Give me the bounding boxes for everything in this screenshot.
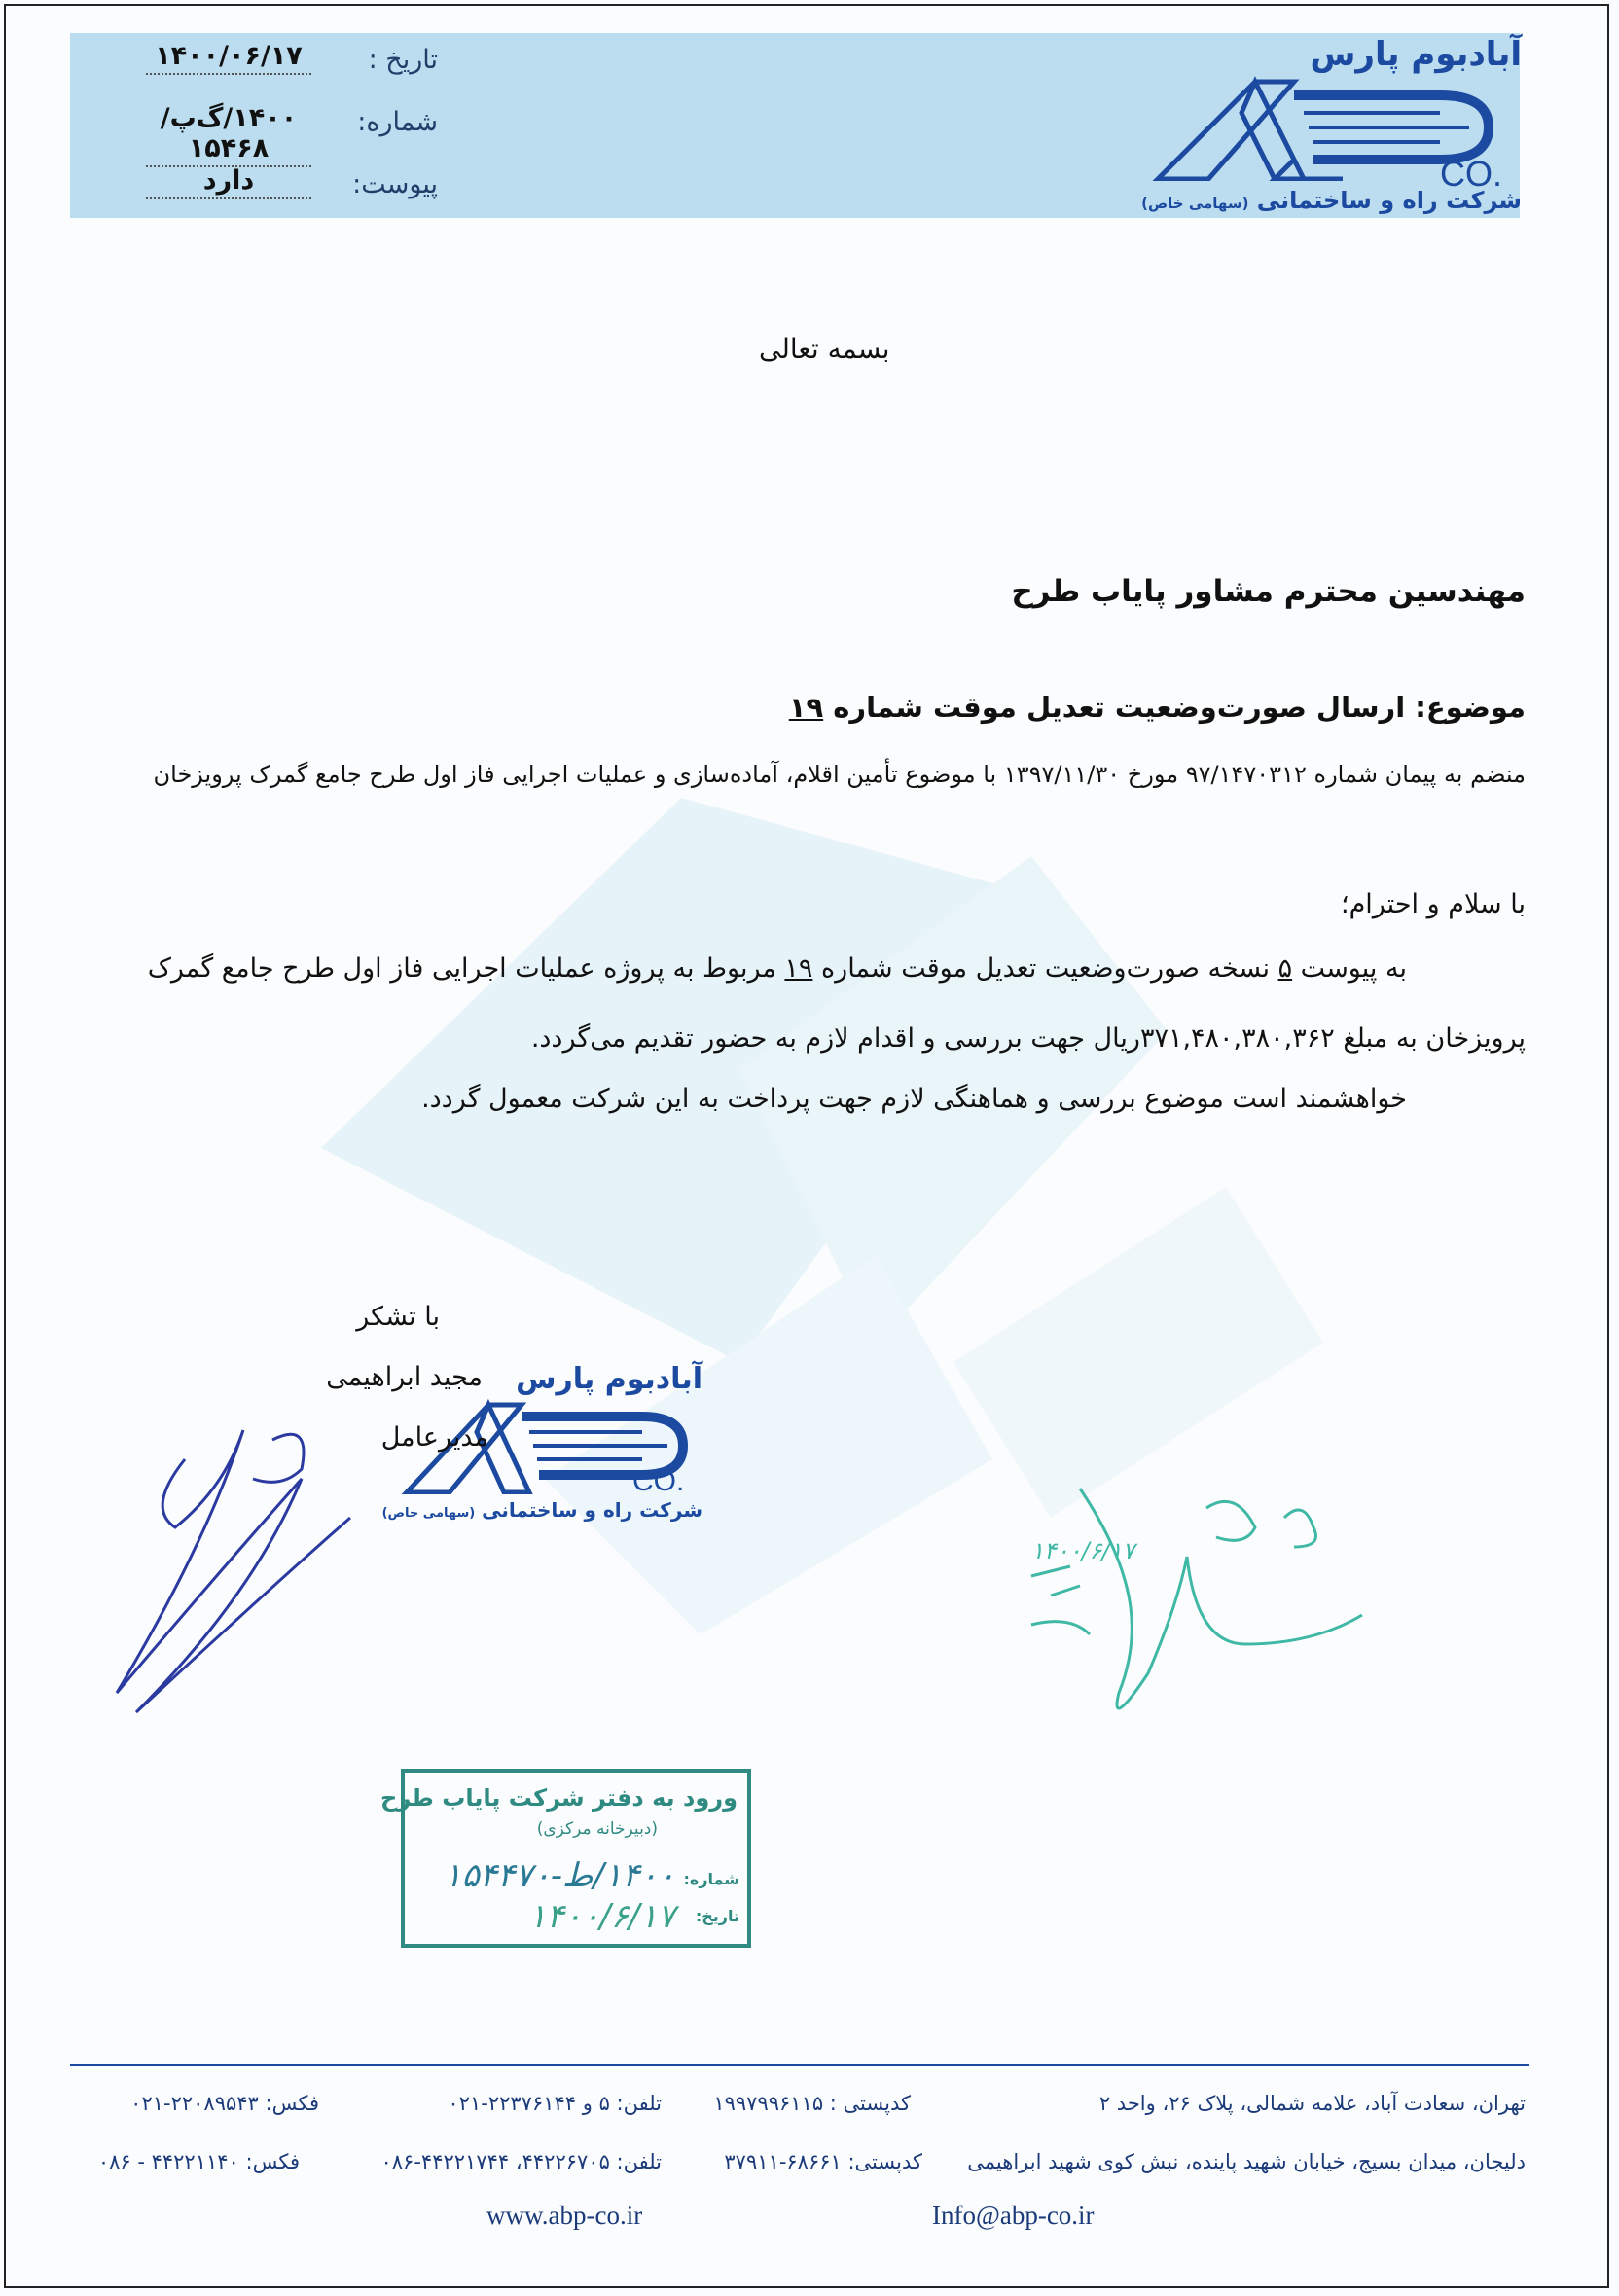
delijan-postal: کدپستی: ۶۸۶۶۱-۳۷۹۱۱ <box>724 2150 922 2173</box>
website-link[interactable]: www.abp-co.ir <box>486 2201 643 2230</box>
stamp-number-label: شماره: <box>683 1870 739 1888</box>
seal-co: CO. <box>632 1465 685 1497</box>
bismillah: بسمه تعالی <box>759 333 890 365</box>
stamp-subtitle: (دبیرخانه مرکزی) <box>536 1819 658 1839</box>
subject-number: ۱۹ <box>788 691 824 724</box>
stamp-date-label: تاریخ: <box>695 1907 739 1925</box>
recipient: مهندسین محترم مشاور پایاب طرح <box>1011 574 1526 609</box>
handwritten-note: ۱۴۰۰/۶/۱۷ <box>1031 1537 1135 1564</box>
stamp-number-value: ۱۴۰۰/ط-۱۵۴۴۷۰ <box>444 1856 675 1895</box>
stamp-title: ورود به دفتر شرکت پایاب طرح <box>380 1784 738 1812</box>
delijan-phone: تلفن: ۴۴۲۲۶۷۰۵، ۴۴۲۲۱۷۴۴-۰۸۶ <box>380 2150 662 2173</box>
date-label: تاریخ : <box>368 45 438 75</box>
reference-line: منضم به پیمان شماره ۹۷/۱۴۷۰۳۱۲ مورخ ۱۳۹۷/۱۱/۳۰ با موضوع تأمین اقلام، آماده‌سازی و عملیات اجرایی فاز اول طرح جامع گمرک پرویزخان <box>153 761 1526 788</box>
date-value: ۱۴۰۰/۰۶/۱۷ <box>146 41 311 75</box>
number-value: ۱۴۰۰/گ‌پ/۱۵۴۶۸ <box>146 103 311 167</box>
seal-company-name: آبادبوم پارس <box>516 1362 702 1396</box>
tehran-postal: کدپستی : ۱۹۹۷۹۹۶۱۱۵ <box>713 2092 911 2115</box>
delijan-fax: فکس: ۴۴۲۲۱۱۴۰ - ۰۸۶ <box>97 2150 300 2173</box>
signer-position: مدیرعامل <box>380 1422 488 1453</box>
seal-subtitle: شرکت راه و ساختمانی (سهامی خاص) <box>381 1498 702 1522</box>
stamp-date-value: ۱۴۰۰/۶/۱۷ <box>528 1897 675 1936</box>
logo-co: CO. <box>1440 154 1503 194</box>
attachment-value: دارد <box>146 165 311 199</box>
logo-subtitle: شرکت راه و ساختمانی (سهامی خاص) <box>1141 187 1522 214</box>
number-label: شماره: <box>357 107 438 137</box>
page-border <box>4 4 1609 2288</box>
body-paragraph-3: خواهشمند است موضوع بررسی و هماهنگی لازم جهت پرداخت به این شرکت معمول گردد. <box>421 1084 1407 1114</box>
greeting: با سلام و احترام؛ <box>1340 889 1526 919</box>
attachment-label: پیوست: <box>352 169 438 199</box>
email-link[interactable]: Info@abp-co.ir <box>932 2201 1095 2230</box>
subject: موضوع: ارسال صورت‌وضعیت تعدیل موقت شماره ۱۹ <box>788 691 1526 724</box>
logo-company-name: آبادبوم پارس <box>1310 35 1522 74</box>
signer-name: مجید ابراهیمی <box>326 1362 483 1392</box>
tehran-address: تهران، سعادت آباد، علامه شمالی، پلاک ۲۶، واحد ۲ <box>1098 2092 1526 2115</box>
body-paragraph-1: به پیوست ۵ نسخه صورت‌وضعیت تعدیل موقت شماره ۱۹ مربوط به پروژه عملیات اجرایی فاز اول طرح جامع گمرک <box>147 953 1407 984</box>
statement-number: ۱۹ <box>784 953 813 984</box>
body-paragraph-2: پرویزخان به مبلغ ۳۷۱,۴۸۰,۳۸۰,۳۶۲ریال جهت بررسی و اقدام لازم به حضور تقدیم می‌گردد. <box>530 1023 1526 1054</box>
delijan-address: دلیجان، میدان بسیج، خیابان شهید پاینده، نبش کوی شهید ابراهیمی <box>967 2150 1526 2173</box>
tehran-fax: فکس: ۲۲۰۸۹۵۴۳-۰۲۱ <box>130 2092 319 2115</box>
tehran-phone: تلفن: ۵ و ۲۲۳۷۶۱۴۴-۰۲۱ <box>448 2092 662 2115</box>
copies-count: ۵ <box>1277 953 1293 984</box>
closing: با تشکر <box>356 1302 440 1332</box>
